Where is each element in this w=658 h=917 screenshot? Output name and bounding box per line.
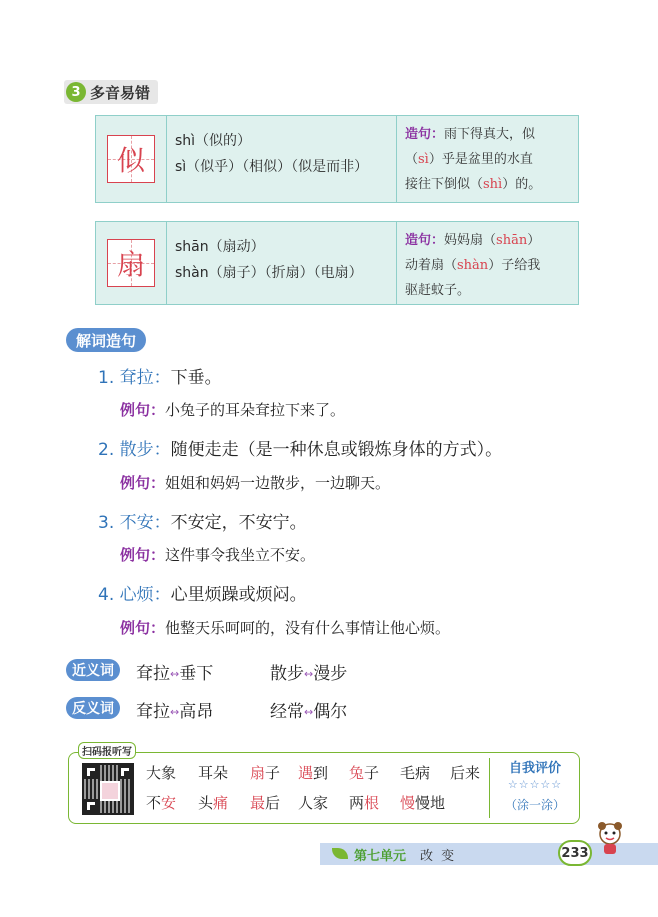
word: 经常 (270, 702, 304, 722)
example-text: 妈妈扇（ (444, 233, 497, 248)
pinyin-answer: shān (496, 233, 528, 248)
word-entry (98, 580, 307, 605)
example-text: 驱赶蚊子。 (405, 283, 471, 298)
dictation-word: 大象 (146, 764, 177, 782)
synonym-badge: 近义词 (66, 659, 120, 681)
dictation-word: 最后 (250, 794, 281, 812)
example-label: 例句： (120, 619, 166, 637)
polyphone-table-shan (95, 221, 579, 305)
word: 漫步 (313, 664, 348, 684)
double-arrow-icon: ↔ (304, 705, 314, 719)
example-text: 动着扇（ (405, 258, 458, 273)
example-text: ）子给我 (488, 258, 541, 273)
mascot-icon (590, 818, 630, 858)
double-arrow-icon: ↔ (304, 667, 314, 681)
dictation-word: 不安 (146, 794, 177, 812)
chapter-title: 改 变 (420, 849, 457, 864)
example-sentence (120, 399, 345, 420)
readings-cell (167, 222, 397, 304)
entry-number: 2. (98, 440, 115, 460)
example-label: 例句： (120, 546, 166, 564)
word: 散步 (270, 664, 304, 684)
word: 偶尔 (313, 702, 348, 722)
dictation-word: 扇子 (250, 764, 281, 782)
word-entry (98, 363, 222, 388)
divider (489, 758, 490, 818)
qr-code-icon[interactable] (82, 763, 134, 815)
tianzige-grid (107, 239, 155, 287)
entry-number: 4. (98, 585, 115, 605)
polyphone-char: 扇 (116, 248, 145, 281)
example-label: 例句： (120, 474, 166, 492)
word: 耷拉 (136, 702, 170, 722)
entry-number: 3. (98, 513, 115, 533)
paint-hint: （涂一涂） (504, 798, 565, 812)
dictation-word: 毛病 (400, 764, 431, 782)
dictation-word: 遇到 (298, 764, 329, 782)
entry-word: 不安： (119, 513, 171, 533)
section-title: 多音易错 (90, 83, 151, 102)
example-sentence (120, 617, 450, 638)
example-sentence (120, 544, 315, 565)
polyphone-char: 似 (116, 144, 145, 177)
dictation-word: 耳朵 (198, 764, 229, 782)
reading-line: shān（扇动） (175, 239, 265, 255)
example-cell (397, 222, 578, 304)
char-cell (96, 222, 167, 304)
leaf-icon (332, 848, 348, 859)
example-sentence (120, 472, 390, 493)
star-rating[interactable]: ☆☆☆☆☆ (507, 778, 563, 791)
example-text: 这件事令我坐立不安。 (165, 546, 316, 564)
polyphone-table-si (95, 115, 579, 203)
reading-line: shàn（扇子）（折扇）（电扇） (175, 265, 363, 281)
dictation-word: 人家 (298, 794, 329, 812)
dictation-word: 两根 (349, 794, 380, 812)
word-entry (98, 435, 502, 460)
pinyin-answer: shì (483, 177, 503, 192)
synonym-pair (270, 659, 347, 684)
word: 垂下 (179, 664, 214, 684)
example-cell (397, 116, 578, 202)
word: 耷拉 (136, 664, 170, 684)
dictation-word: 头痛 (198, 794, 229, 812)
antonym-badge: 反义词 (66, 697, 120, 719)
entry-word: 心烦： (119, 585, 171, 605)
example-text: ）乎是盆里的水直 (428, 152, 533, 167)
chapter-label: 第七单元 (354, 849, 407, 864)
scan-dictation-label[interactable]: 扫码报听写 (78, 742, 136, 759)
example-text: ）的。 (502, 177, 542, 192)
example-text: 接往下倒似（ (405, 177, 484, 192)
double-arrow-icon: ↔ (170, 667, 180, 681)
synonym-pair (136, 659, 213, 684)
section-number-badge: 3 (66, 82, 86, 102)
dictation-word: 慢慢地 (400, 794, 446, 812)
example-label: 例句： (120, 401, 166, 419)
example-text: 雨下得真大，似 (444, 127, 536, 142)
example-text: 他整天乐呵呵的，没有什么事情让他心烦。 (165, 619, 451, 637)
tianzige-grid (107, 135, 155, 183)
antonym-pair (136, 697, 213, 722)
pinyin-answer: shàn (457, 258, 489, 273)
example-text: （ (405, 152, 419, 167)
entry-meaning: 心里烦躁或烦闷。 (170, 585, 307, 605)
word-entry (98, 508, 307, 533)
dictation-word: 后来 (450, 764, 481, 782)
entry-meaning: 随便走走（是一种休息或锻炼身体的方式）。 (170, 440, 503, 460)
double-arrow-icon: ↔ (170, 705, 180, 719)
entry-meaning: 不安定，不安宁。 (170, 513, 307, 533)
example-label: 造句： (405, 127, 445, 142)
entry-word: 散步： (119, 440, 171, 460)
reading-line: sì（似乎）（相似）（似是而非） (175, 159, 369, 175)
entry-meaning: 下垂。 (170, 368, 222, 388)
entry-word: 耷拉： (119, 368, 171, 388)
readings-cell (167, 116, 397, 202)
entry-number: 1. (98, 368, 115, 388)
reading-line: shì（似的） (175, 133, 252, 149)
example-text: ） (527, 233, 541, 248)
example-label: 造句： (405, 233, 445, 248)
antonym-pair (270, 697, 347, 722)
dictation-word: 兔子 (349, 764, 380, 782)
self-evaluation-title: 自我评价 (508, 761, 561, 776)
word-explanation-badge: 解词造句 (66, 328, 146, 352)
section-heading-polyphones (64, 80, 158, 104)
example-text: 姐姐和妈妈一边散步，一边聊天。 (165, 474, 391, 492)
example-text: 小兔子的耳朵耷拉下来了。 (165, 401, 346, 419)
page-number: 233 (558, 840, 592, 866)
pinyin-answer: sì (418, 152, 429, 167)
word: 高昂 (179, 702, 214, 722)
char-cell (96, 116, 167, 202)
